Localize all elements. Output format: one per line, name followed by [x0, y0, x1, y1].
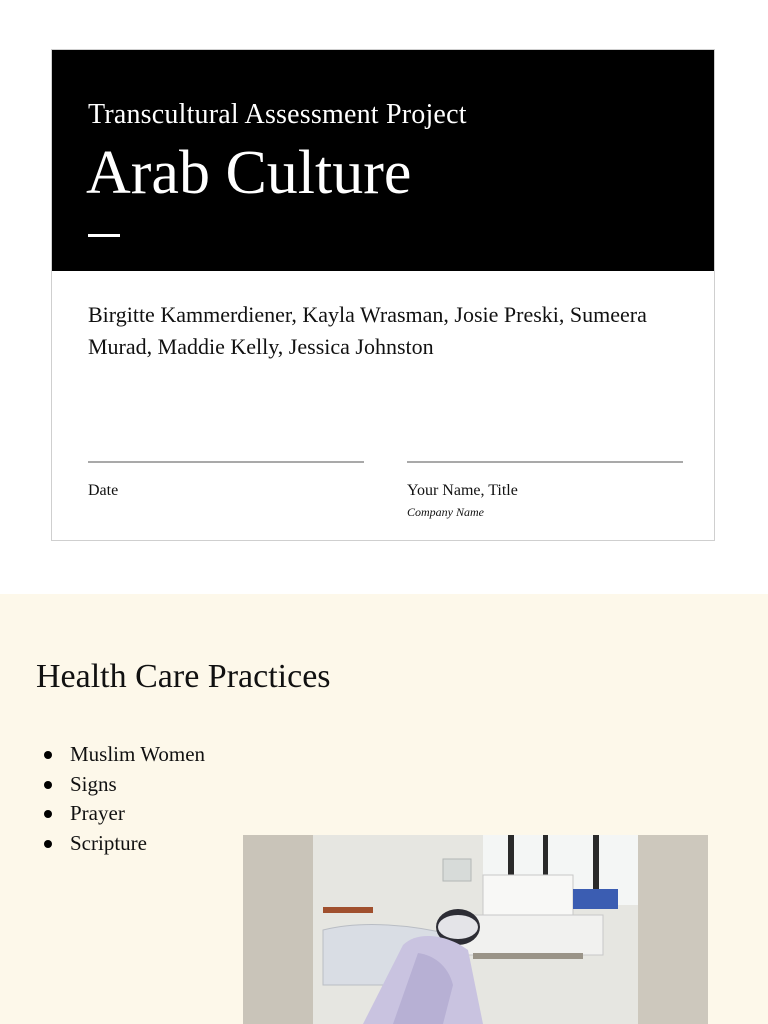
name-signature-line — [407, 461, 683, 463]
title-underline-rule — [88, 234, 120, 237]
bullet-icon — [44, 751, 52, 759]
bullet-list — [40, 740, 205, 858]
list-item: Scripture — [40, 829, 205, 859]
slide-heading: Health Care Practices — [36, 658, 331, 695]
name-title-label: Your Name, Title — [407, 482, 518, 499]
company-name-label: Company Name — [407, 505, 484, 519]
bullet-icon — [44, 810, 52, 818]
hospital-room-photo — [243, 835, 708, 1024]
bullet-icon — [44, 840, 52, 848]
list-item: Prayer — [40, 799, 205, 829]
title-slide — [51, 49, 715, 541]
photo-illustration — [243, 835, 708, 1024]
presentation-title: Arab Culture — [86, 139, 412, 207]
list-item: Signs — [40, 770, 205, 800]
date-signature-line — [88, 461, 364, 463]
title-header-band — [52, 50, 714, 271]
bullet-icon — [44, 781, 52, 789]
date-label: Date — [88, 482, 119, 499]
author-list: Birgitte Kammerdiener, Kayla Wrasman, Josie Preski, Sumeera Murad, Maddie Kelly, Jessica Johnston — [88, 302, 647, 359]
presentation-subtitle: Transcultural Assessment Project — [88, 99, 467, 130]
list-item: Muslim Women — [40, 740, 205, 770]
health-care-slide — [0, 594, 768, 1024]
